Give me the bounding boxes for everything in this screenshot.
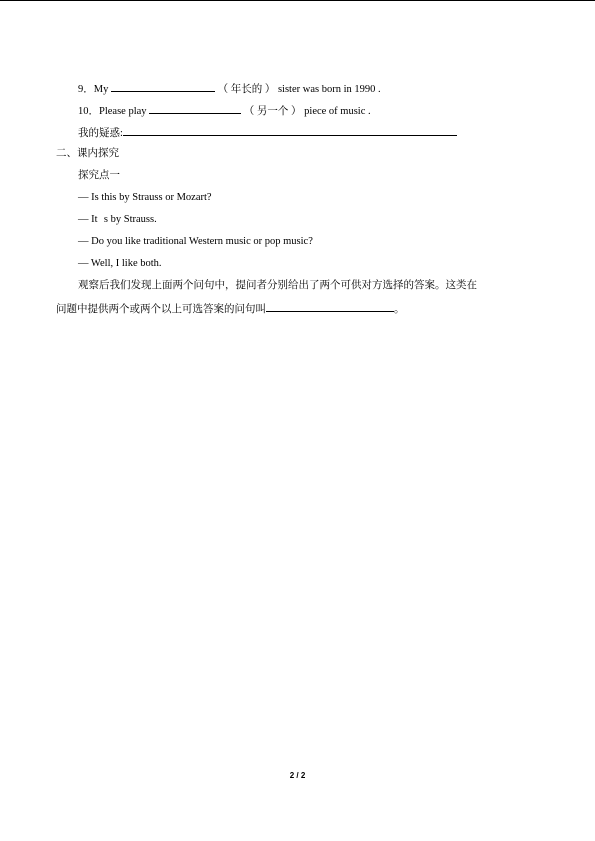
- observation-paragraph-line2: [56, 301, 405, 317]
- q9-text: sister was born in 1990 .: [277, 84, 381, 95]
- q9-hint: （ 年长的 ）: [217, 84, 276, 95]
- question-9: [78, 81, 381, 97]
- doubt-blank[interactable]: [123, 125, 457, 136]
- q10-hint: （ 另一个 ）: [243, 106, 302, 117]
- inquiry-point-title: 探究点一: [78, 170, 120, 181]
- q10-text: piece of music .: [304, 106, 371, 117]
- doubt-line: [78, 125, 457, 141]
- question-type-blank[interactable]: [266, 301, 394, 312]
- observation-paragraph-line1: 观察后我们发现上面两个问句中，提问者分别给出了两个可供对方选择的答案。这类在: [78, 280, 477, 291]
- dialogue-line: — Is this by Strauss or Mozart?: [78, 192, 212, 203]
- page-number: 2 / 2: [289, 771, 306, 780]
- question-10: [78, 103, 371, 119]
- observation-text: 问题中提供两个或两个以上可选答案的问句叫: [56, 304, 266, 315]
- q10-number: 10．Please play: [78, 106, 147, 117]
- period: 。: [394, 304, 405, 315]
- dialogue-line: — Do you like traditional Western music or pop music?: [78, 236, 313, 247]
- section-2-heading: 二、课内探究: [56, 148, 119, 159]
- q10-answer-blank[interactable]: [149, 103, 241, 114]
- dialogue-line: — Its by Strauss.: [78, 214, 157, 225]
- top-border: [0, 0, 595, 1]
- doubt-label: 我的疑惑:: [78, 128, 123, 139]
- q9-answer-blank[interactable]: [111, 81, 215, 92]
- q9-number: 9．My: [78, 84, 109, 95]
- dialogue-line: — Well, I like both.: [78, 258, 162, 269]
